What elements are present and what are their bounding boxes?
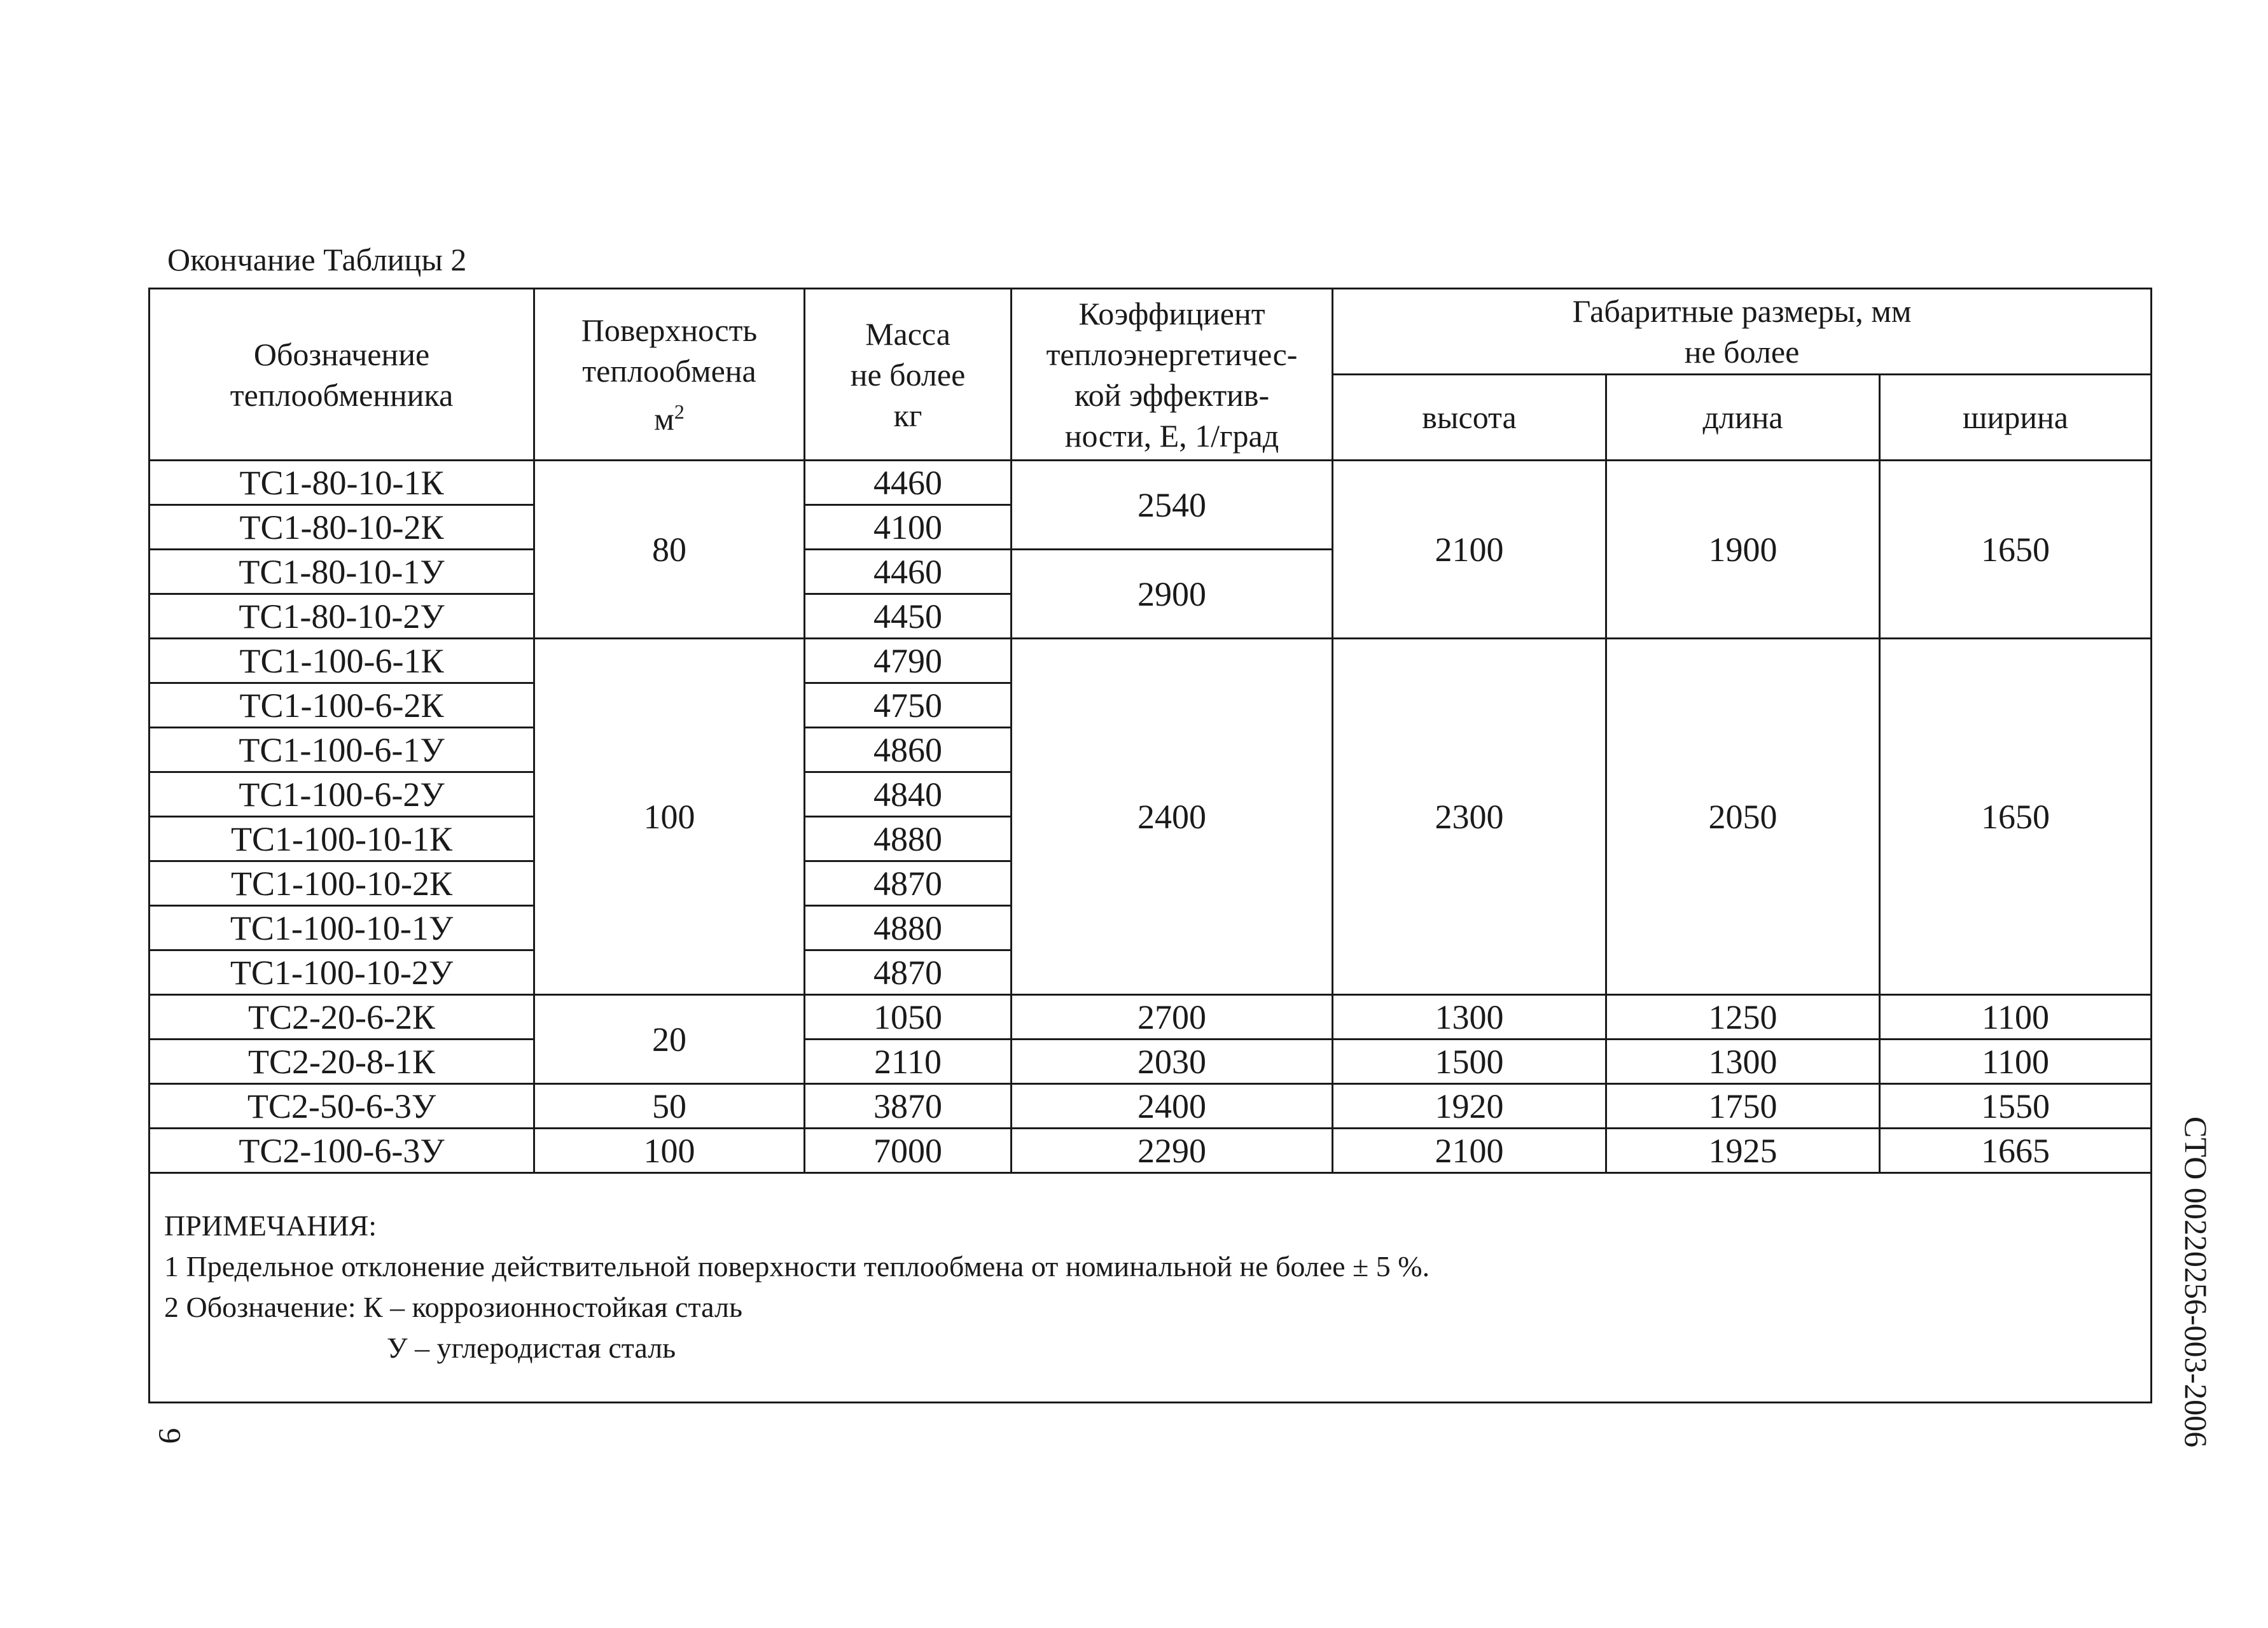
notes-cell <box>150 1173 2152 1403</box>
cell-coefficient: 2900 <box>1012 550 1333 639</box>
notes-title: ПРИМЕЧАНИЯ: <box>164 1209 377 1242</box>
cell-mass: 4880 <box>805 817 1012 861</box>
cell-designation: ТС1-80-10-2К <box>150 505 534 550</box>
cell-designation: ТС2-50-6-3У <box>150 1084 534 1129</box>
cell-designation: ТС1-100-10-2К <box>150 861 534 906</box>
cell-length: 1250 <box>1606 995 1880 1040</box>
cell-coefficient: 2400 <box>1012 639 1333 995</box>
header-height: высота <box>1333 375 1606 461</box>
cell-mass: 4460 <box>805 461 1012 505</box>
cell-designation: ТС1-100-6-1У <box>150 728 534 772</box>
cell-surface: 100 <box>534 639 805 995</box>
cell-mass: 4880 <box>805 906 1012 950</box>
cell-designation: ТС1-100-10-1К <box>150 817 534 861</box>
cell-height: 2100 <box>1333 1129 1606 1173</box>
table-row <box>150 1084 2152 1129</box>
cell-height: 1300 <box>1333 995 1606 1040</box>
cell-mass: 4840 <box>805 772 1012 817</box>
page-number: 9 <box>152 1428 188 1444</box>
cell-mass: 3870 <box>805 1084 1012 1129</box>
notes-row <box>150 1173 2152 1403</box>
note-2: 2 Обозначение: К – коррозионностойкая сталь <box>164 1291 742 1323</box>
header-coefficient: Коэффициент теплоэнергетичес- кой эффектив- ности, Е, 1/град <box>1012 289 1333 461</box>
cell-height: 2100 <box>1333 461 1606 639</box>
cell-width: 1650 <box>1880 461 2152 639</box>
cell-mass: 4860 <box>805 728 1012 772</box>
cell-coefficient: 2540 <box>1012 461 1333 550</box>
cell-length: 1750 <box>1606 1084 1880 1129</box>
cell-width: 1100 <box>1880 1040 2152 1084</box>
cell-surface: 100 <box>534 1129 805 1173</box>
cell-surface: 80 <box>534 461 805 639</box>
cell-length: 1925 <box>1606 1129 1880 1173</box>
cell-length: 1900 <box>1606 461 1880 639</box>
heat-exchanger-table <box>148 288 2152 1403</box>
cell-mass: 4100 <box>805 505 1012 550</box>
header-surface: Поверхность теплообмена $м^2$ <box>534 289 805 461</box>
header-mass: Масса не более кг <box>805 289 1012 461</box>
cell-length: 1300 <box>1606 1040 1880 1084</box>
header-width: ширина <box>1880 375 2152 461</box>
cell-mass: 2110 <box>805 1040 1012 1084</box>
cell-mass: 7000 <box>805 1129 1012 1173</box>
cell-width: 1100 <box>1880 995 2152 1040</box>
cell-designation: ТС2-20-6-2К <box>150 995 534 1040</box>
cell-designation: ТС1-100-6-2У <box>150 772 534 817</box>
cell-designation: ТС2-100-6-3У <box>150 1129 534 1173</box>
cell-height: 1920 <box>1333 1084 1606 1129</box>
cell-coefficient: 2400 <box>1012 1084 1333 1129</box>
cell-designation: ТС1-100-6-2К <box>150 683 534 728</box>
header-designation: Обозначение теплообменника <box>150 289 534 461</box>
header-dimensions: Габаритные размеры, мм не более <box>1333 289 2152 375</box>
cell-height: 1500 <box>1333 1040 1606 1084</box>
cell-width: 1650 <box>1880 639 2152 995</box>
cell-coefficient: 2030 <box>1012 1040 1333 1084</box>
cell-mass: 4450 <box>805 594 1012 639</box>
document-code: СТО 00220256-003-2006 <box>2178 1117 2214 1448</box>
cell-surface: 50 <box>534 1084 805 1129</box>
cell-width: 1550 <box>1880 1084 2152 1129</box>
table-row <box>150 1129 2152 1173</box>
cell-designation: ТС1-80-10-1У <box>150 550 534 594</box>
cell-coefficient: 2700 <box>1012 995 1333 1040</box>
cell-width: 1665 <box>1880 1129 2152 1173</box>
cell-length: 2050 <box>1606 639 1880 995</box>
cell-designation: ТС2-20-8-1К <box>150 1040 534 1084</box>
table-row <box>150 461 2152 505</box>
cell-designation: ТС1-100-6-1К <box>150 639 534 683</box>
cell-designation: ТС1-80-10-1К <box>150 461 534 505</box>
cell-mass: 4460 <box>805 550 1012 594</box>
note-3: У – углеродистая сталь <box>387 1332 676 1364</box>
table-caption: Окончание Таблицы 2 <box>167 242 467 277</box>
note-1: 1 Предельное отклонение действительной поверхности теплообмена от номинальной не более ± 5 %. <box>164 1250 1430 1283</box>
cell-mass: 4870 <box>805 861 1012 906</box>
table-row <box>150 1040 2152 1084</box>
cell-height: 2300 <box>1333 639 1606 995</box>
cell-mass: 4870 <box>805 950 1012 995</box>
cell-designation: ТС1-80-10-2У <box>150 594 534 639</box>
cell-surface: 20 <box>534 995 805 1084</box>
cell-mass: 1050 <box>805 995 1012 1040</box>
cell-mass: 4750 <box>805 683 1012 728</box>
table-row <box>150 639 2152 683</box>
cell-mass: 4790 <box>805 639 1012 683</box>
cell-coefficient: 2290 <box>1012 1129 1333 1173</box>
header-length: длина <box>1606 375 1880 461</box>
table-row <box>150 995 2152 1040</box>
cell-designation: ТС1-100-10-2У <box>150 950 534 995</box>
cell-designation: ТС1-100-10-1У <box>150 906 534 950</box>
